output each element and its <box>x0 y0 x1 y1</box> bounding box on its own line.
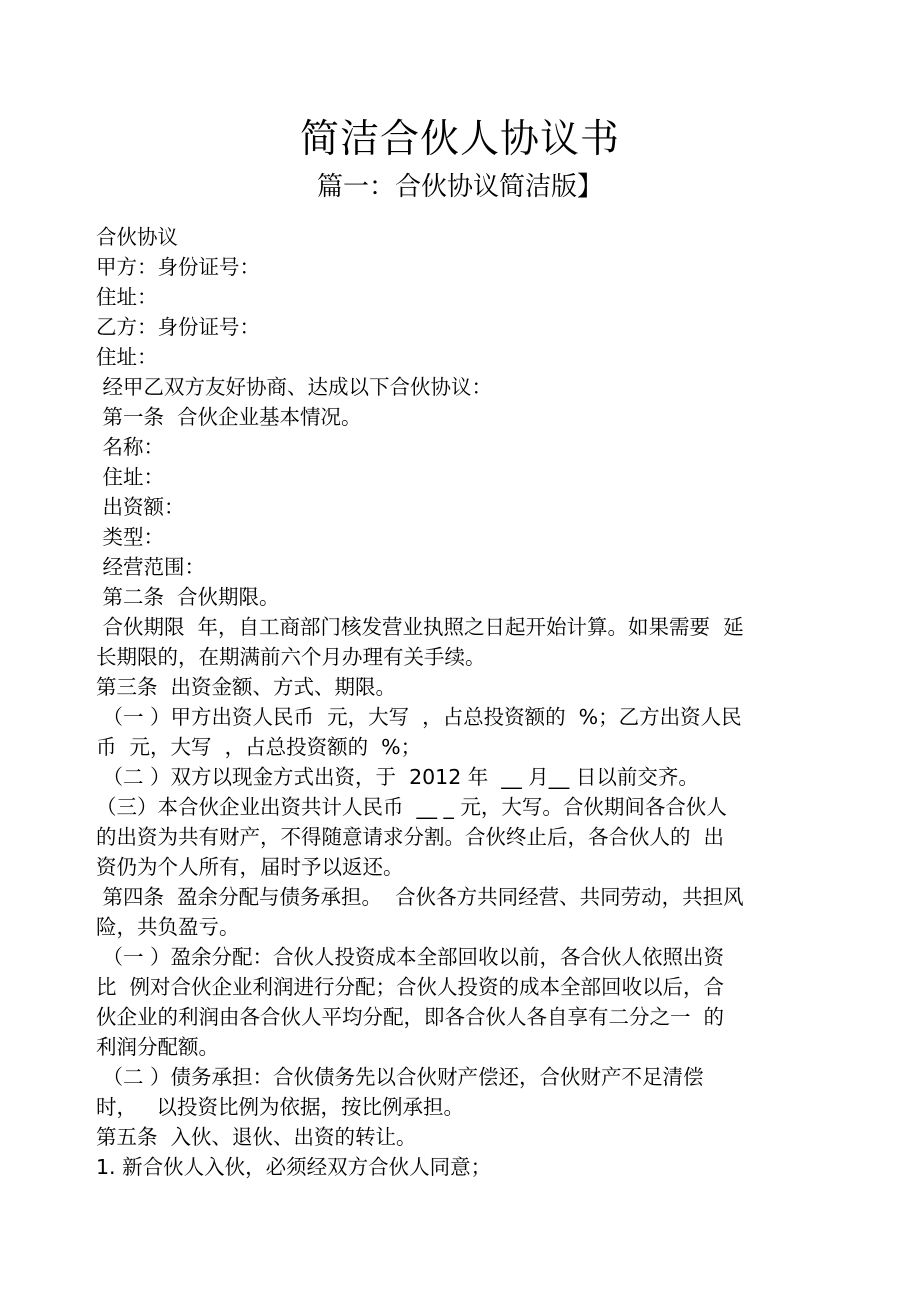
text-line: 1. 新合伙人入伙，必须经双方合伙人同意； <box>96 1155 492 1179</box>
text-line: 住址： <box>96 465 165 489</box>
text-line: 名称： <box>96 435 165 459</box>
text-line: 第三条 出资金额、方式、期限。 <box>96 675 397 699</box>
text-line: 住址： <box>96 285 158 309</box>
text-line: 的出资为共有财产，不得随意请求分割。合伙终止后，各合伙人的 出 <box>96 825 725 849</box>
text-line: 合伙协议 <box>96 225 178 249</box>
text-line: 利润分配额。 <box>96 1035 219 1059</box>
text-line: 资仍为个人所有，届时予以返还。 <box>96 855 404 879</box>
text-line: 甲方：身份证号： <box>96 255 260 279</box>
text-line: 合伙期限 年，自工商部门核发营业执照之日起开始计算。如果需要 延 <box>96 615 744 639</box>
document-title: 简洁合伙人协议书 <box>299 117 620 162</box>
text-line: 险，共负盈亏。 <box>96 915 240 939</box>
text-line: （一 ）盈余分配：合伙人投资成本全部回收以前，各合伙人依照出资 <box>96 945 725 969</box>
text-line: 第一条 合伙企业基本情况。 <box>96 405 362 429</box>
text-line: 第五条 入伙、退伙、出资的转让。 <box>96 1125 417 1149</box>
text-line: 币 元，大写 ，占总投资额的 %； <box>96 735 422 759</box>
text-line: 类型： <box>96 525 165 549</box>
text-line: 乙方：身份证号： <box>96 315 260 339</box>
text-line: 经营范围： <box>96 555 206 579</box>
document-subtitle: 篇一：合伙协议简洁版】 <box>316 172 603 202</box>
text-line: （二 ）双方以现金方式出资，于 2012 年 __ 月__ 日以前交齐。 <box>96 765 699 789</box>
text-line: 时， 以投资比例为依据，按比例承担。 <box>96 1095 465 1119</box>
text-line: （一 ）甲方出资人民币 元，大写 ，占总投资额的 %；乙方出资人民 <box>96 705 742 729</box>
text-line: 伙企业的利润由各合伙人平均分配，即各合伙人各自享有二分之一 的 <box>96 1005 725 1029</box>
text-line: （三）本合伙企业出资共计人民币 __ _ 元，大写。合伙期间各合伙人 <box>96 795 727 819</box>
text-line: （二 ）债务承担：合伙债务先以合伙财产偿还，合伙财产不足清偿 <box>96 1065 704 1089</box>
text-line: 住址： <box>96 345 158 369</box>
text-line: 出资额： <box>96 495 185 519</box>
text-line: 第四条 盈余分配与债务承担。 合伙各方共同经营、共同劳动，共担风 <box>96 885 744 909</box>
document-body <box>96 222 824 1182</box>
text-line: 比 例对合伙企业利润进行分配；合伙人投资的成本全部回收以后，合 <box>96 975 725 999</box>
text-line: 经甲乙双方友好协商、达成以下合伙协议： <box>96 375 493 399</box>
text-line: 长期限的，在期满前六个月办理有关手续。 <box>96 645 486 669</box>
text-line: 第二条 合伙期限。 <box>96 585 280 609</box>
